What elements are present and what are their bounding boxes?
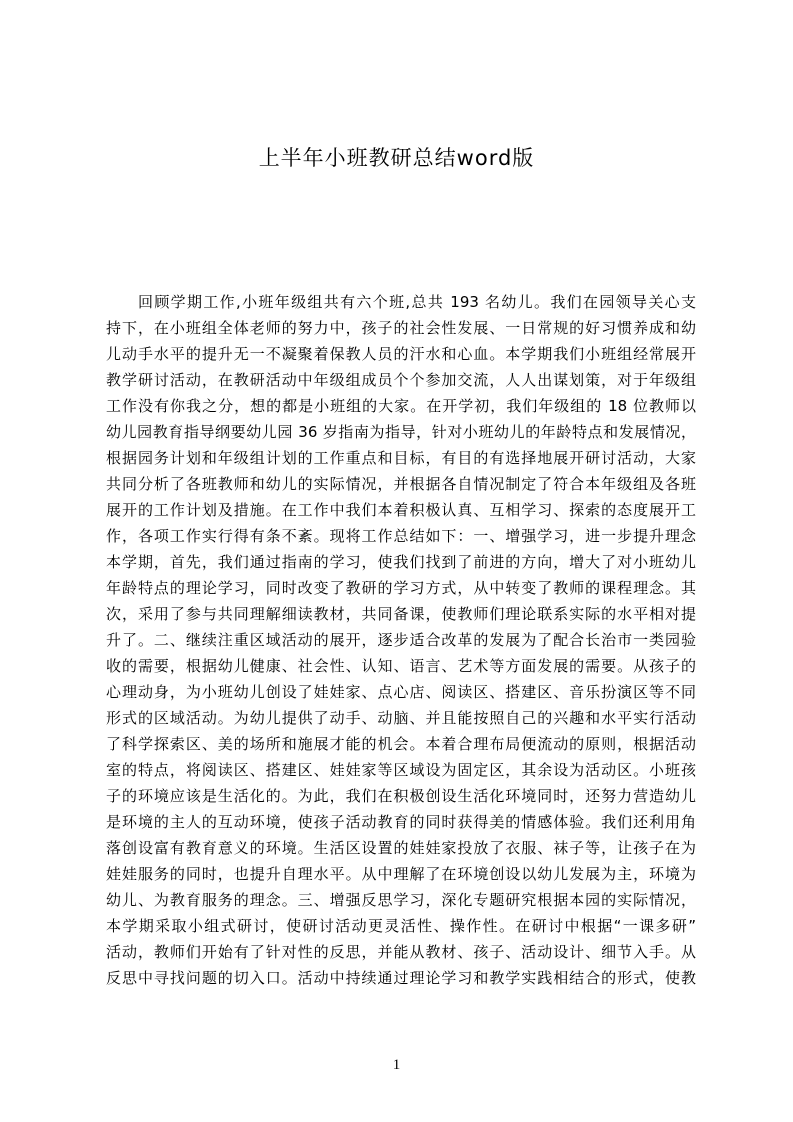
document-title: 上半年小班教研总结word版 (258, 146, 535, 170)
body-line: 幼儿园教育指导纲要幼儿园 36 岁指南为指导，针对小班幼儿的年龄特点和发展情况， (106, 423, 696, 441)
body-line: 教学研讨活动，在教研活动中年级组成员个个参加交流，人人出谋划策，对于年级组 (106, 371, 696, 389)
body-line: 儿动手水平的提升无一不凝聚着保教人员的汗水和心血。本学期我们小班组经常展开 (106, 345, 696, 363)
body-line: 作，各项工作实行得有条不紊。现将工作总结如下：一、增强学习，进一步提升理念 (106, 527, 696, 545)
body-line: 幼儿、为教育服务的理念。三、增强反思学习，深化专题研究根据本园的实际情况， (106, 891, 696, 909)
body-line: 年龄特点的理论学习，同时改变了教研的学习方式，从中转变了教师的课程理念。其 (106, 579, 696, 597)
body-line: 根据园务计划和年级组计划的工作重点和目标，有目的有选择地展开研讨活动，大家 (106, 449, 696, 467)
body-line: 本学期，首先，我们通过指南的学习，使我们找到了前进的方向，增大了对小班幼儿 (106, 553, 696, 571)
body-line: 持下，在小班组全体老师的努力中，孩子的社会性发展、一日常规的好习惯养成和幼 (106, 319, 696, 337)
body-line: 活动，教师们开始有了针对性的反思，并能从教材、孩子、活动设计、细节入手。从 (106, 943, 696, 961)
body-line: 次，采用了参与共同理解细读教材，共同备课，使教师们理论联系实际的水平相对提 (106, 605, 696, 623)
body-line: 心理动身，为小班幼儿创设了娃娃家、点心店、阅读区、搭建区、音乐扮演区等不同 (106, 683, 696, 701)
page-number: 1 (392, 1057, 401, 1073)
body-line: 是环境的主人的互动环境，使孩子活动教育的同时获得美的情感体验。我们还利用角 (106, 813, 696, 831)
body-line: 升了。二、继续注重区域活动的展开，逐步适合改革的发展为了配合长治市一类园验 (106, 631, 696, 649)
document-body (106, 289, 696, 991)
body-line: 娃娃服务的同时，也提升自理水平。从中理解了在环境创设以幼儿发展为主，环境为 (106, 865, 696, 883)
body-line: 收的需要，根据幼儿健康、社会性、认知、语言、艺术等方面发展的需要。从孩子的 (106, 657, 696, 675)
body-line: 形式的区域活动。为幼儿提供了动手、动脑、并且能按照自己的兴趣和水平实行活动 (106, 709, 696, 727)
body-line: 反思中寻找问题的切入口。活动中持续通过理论学习和教学实践相结合的形式，使教 (106, 969, 696, 987)
body-line: 本学期采取小组式研讨，使研讨活动更灵活性、操作性。在研讨中根据“一课多研” (106, 917, 696, 935)
body-line: 室的特点，将阅读区、搭建区、娃娃家等区域设为固定区，其余设为活动区。小班孩 (106, 761, 696, 779)
body-line: 子的环境应该是生活化的。为此，我们在积极创设生活化环境同时，还努力营造幼儿 (106, 787, 696, 805)
body-line: 工作没有你我之分，想的都是小班组的大家。在开学初，我们年级组的 18 位教师以 (106, 397, 696, 415)
body-line: 展开的工作计划及措施。在工作中我们本着积极认真、互相学习、探索的态度展开工 (106, 501, 696, 519)
body-line: 落创设富有教育意义的环境。生活区设置的娃娃家投放了衣服、袜子等，让孩子在为 (106, 839, 696, 857)
body-line: 共同分析了各班教师和幼儿的实际情况，并根据各自情况制定了符合本年级组及各班 (106, 475, 696, 493)
body-line: 了科学探索区、美的场所和施展才能的机会。本着合理布局便流动的原则，根据活动 (106, 735, 696, 753)
body-line: 回顾学期工作,小班年级组共有六个班,总共 193 名幼儿。我们在园领导关心支 (138, 293, 696, 311)
